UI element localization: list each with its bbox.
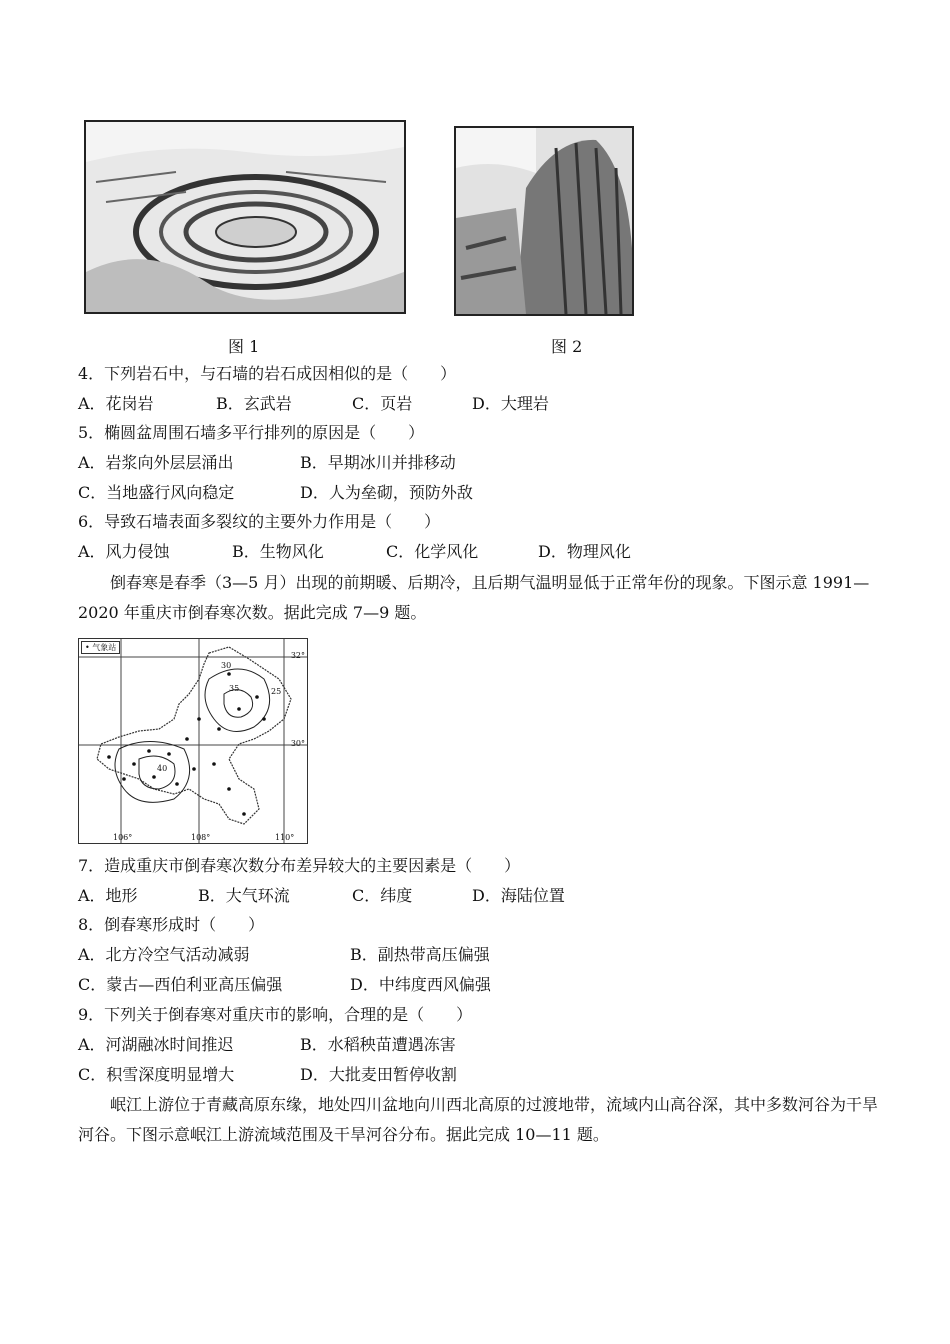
q9-option-a[interactable]: A．河湖融冰时间推迟 xyxy=(78,1035,234,1054)
q6-option-b[interactable]: B．生物风化 xyxy=(232,542,324,561)
question-8-stem: 8．倒春寒形成时（ ） xyxy=(78,915,265,934)
map-isoline-label: 25 xyxy=(271,687,282,696)
q5-option-a[interactable]: A．岩浆向外层层涌出 xyxy=(78,453,234,472)
q9-option-b[interactable]: B．水稻秧苗遭遇冻害 xyxy=(300,1035,456,1054)
map-lat-label: 30° xyxy=(290,739,305,748)
map-lon-label: 106° xyxy=(113,833,133,842)
passage-10-11: 岷江上游位于青藏高原东缘，地处四川盆地向川西北高原的过渡地带，流域内山高谷深，其中多数河谷为干旱河谷。下图示意岷江上游流域范围及干旱河谷分布。据此完成 10—11 题。 xyxy=(78,1095,879,1144)
q4-option-d[interactable]: D．大理岩 xyxy=(472,394,549,413)
figure-1-caption: 图 1 xyxy=(228,337,260,356)
map-lon-label: 110° xyxy=(275,833,295,842)
question-6-stem: 6．导致石墙表面多裂纹的主要外力作用是（ ） xyxy=(78,512,441,531)
q4-option-b[interactable]: B．玄武岩 xyxy=(216,394,292,413)
map-isoline-label: 30 xyxy=(221,661,232,670)
chongqing-map xyxy=(78,638,308,844)
figure-1-image xyxy=(84,120,406,314)
q8-option-d[interactable]: D．中纬度西风偏强 xyxy=(350,975,491,994)
figure-2-image xyxy=(454,126,634,316)
figure-1-drawing xyxy=(86,122,404,312)
passage-7-9: 倒春寒是春季（3—5 月）出现的前期暖、后期冷，且后期气温明显低于正常年份的现象。下图示意 1991—2020 年重庆市倒春寒次数。据此完成 7—9 题。 xyxy=(78,573,870,622)
q7-option-a[interactable]: A．地形 xyxy=(78,886,138,905)
q7-option-d[interactable]: D．海陆位置 xyxy=(472,886,565,905)
map-legend: • 气象站 xyxy=(81,641,120,654)
question-7-stem: 7．造成重庆市倒春寒次数分布差异较大的主要因素是（ ） xyxy=(78,856,521,875)
q6-option-d[interactable]: D．物理风化 xyxy=(538,542,631,561)
figure-2-drawing xyxy=(456,128,632,314)
map-isoline-label: 35 xyxy=(229,684,240,693)
q7-option-c[interactable]: C．纬度 xyxy=(352,886,413,905)
q4-option-c[interactable]: C．页岩 xyxy=(352,394,413,413)
chongqing-map-drawing xyxy=(79,639,307,843)
q5-option-d[interactable]: D．人为垒砌，预防外敌 xyxy=(300,483,473,502)
map-lat-label: 32° xyxy=(290,651,305,660)
map-lon-label: 108° xyxy=(191,833,211,842)
q5-option-c[interactable]: C．当地盛行风向稳定 xyxy=(78,483,235,502)
question-9-stem: 9．下列关于倒春寒对重庆市的影响，合理的是（ ） xyxy=(78,1005,473,1024)
q6-option-a[interactable]: A．风力侵蚀 xyxy=(78,542,170,561)
question-4-stem: 4．下列岩石中，与石墙的岩石成因相似的是（ ） xyxy=(78,364,457,383)
q5-option-b[interactable]: B．早期冰川并排移动 xyxy=(300,453,456,472)
q9-option-c[interactable]: C．积雪深度明显增大 xyxy=(78,1065,235,1084)
figure-2-caption: 图 2 xyxy=(551,337,583,356)
q4-option-a[interactable]: A．花岗岩 xyxy=(78,394,154,413)
q9-option-d[interactable]: D．大批麦田暂停收割 xyxy=(300,1065,457,1084)
q8-option-b[interactable]: B．副热带高压偏强 xyxy=(350,945,490,964)
q6-option-c[interactable]: C．化学风化 xyxy=(386,542,479,561)
q7-option-b[interactable]: B．大气环流 xyxy=(198,886,290,905)
question-5-stem: 5．椭圆盆周围石墙多平行排列的原因是（ ） xyxy=(78,423,425,442)
q8-option-a[interactable]: A．北方冷空气活动减弱 xyxy=(78,945,250,964)
q8-option-c[interactable]: C．蒙古—西伯利亚高压偏强 xyxy=(78,975,283,994)
map-isoline-label: 40 xyxy=(157,764,168,773)
